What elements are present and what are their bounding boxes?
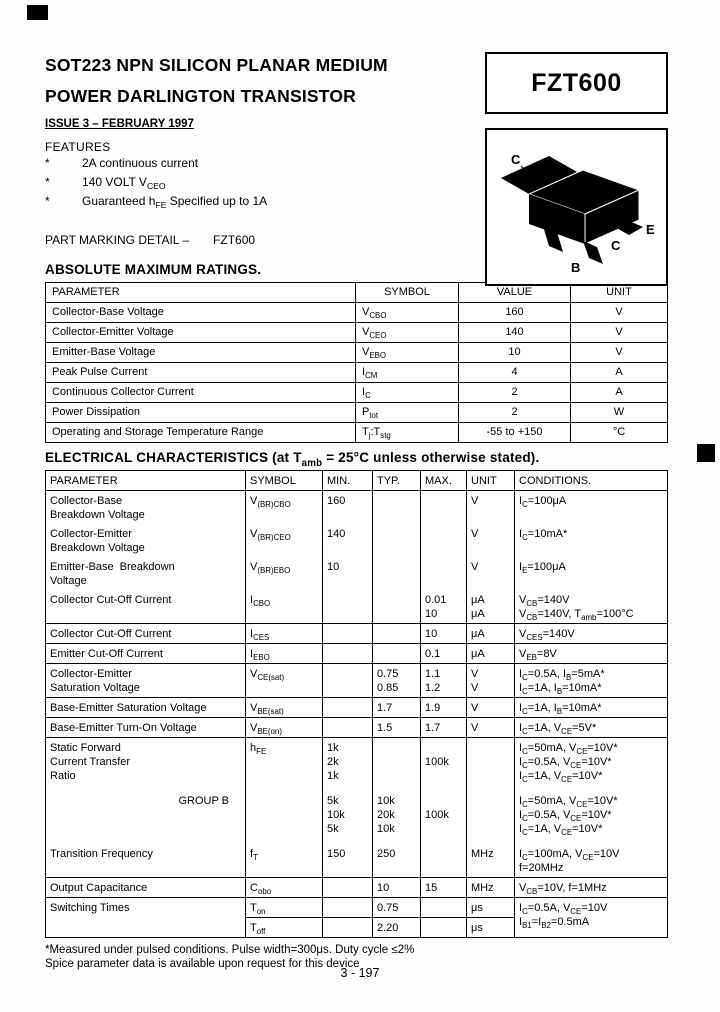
sot223-package-drawing (487, 130, 666, 284)
cell-typ: 0.75 0.85 (373, 664, 421, 698)
cell-typ (373, 557, 421, 590)
table-row (46, 423, 668, 443)
cell-typ (373, 524, 421, 557)
table-row (46, 363, 668, 383)
cell-parameter: Base-Emitter Saturation Voltage (46, 698, 246, 718)
cell-symbol: $V_{(BR)CEO}$ (246, 524, 323, 557)
table-row (46, 323, 668, 343)
cell-typ (373, 624, 421, 644)
cell-parameter: Collector-Base Voltage (46, 303, 356, 323)
absolute-maximum-ratings-table (45, 282, 668, 443)
ec-header-symbol: SYMBOL (246, 471, 323, 491)
cell-conditions: $I_C=0.5A$, $V_{CE}=10V$ $I_{B1}=I_{B2}=0.5mA$ (515, 898, 668, 938)
cell-conditions: $I_C=100mA$, $V_{CE}=10V$ f=20MHz (515, 838, 668, 878)
cell-symbol: $V_{(BR)CBO}$ (246, 491, 323, 525)
table-row (46, 590, 668, 624)
cell-min: 160 (323, 491, 373, 525)
cell-max: 1.7 (421, 718, 467, 738)
cell-unit: V (467, 557, 515, 590)
cell-typ: 10 (373, 878, 421, 898)
cell-unit: V (571, 343, 668, 363)
cell-min (323, 878, 373, 898)
ec-header-conditions: CONDITIONS. (515, 471, 668, 491)
ec-header-row (46, 471, 668, 491)
part-number: FZT600 (531, 68, 622, 97)
table-row (46, 491, 668, 525)
cell-min: 1k 2k 1k (323, 738, 373, 786)
cell-max (421, 898, 467, 918)
pin-label-collector-tab: C (511, 152, 521, 167)
cell-max (421, 838, 467, 878)
cell-min (323, 918, 373, 938)
cell-conditions: $V_{CES}=140V$ (515, 624, 668, 644)
page-title-line1: SOT223 NPN SILICON PLANAR MEDIUM (45, 55, 388, 75)
cell-min (323, 718, 373, 738)
cell-conditions: $I_C=100\mu A$ (515, 491, 668, 525)
cell-max: 1.9 (421, 698, 467, 718)
cell-typ: 1.5 (373, 718, 421, 738)
cell-unit: A (571, 363, 668, 383)
feature-text: 2A continuous current (82, 156, 199, 170)
cell-parameter: Emitter Cut-Off Current (46, 644, 246, 664)
cell-parameter: GROUP B (46, 785, 246, 838)
cell-unit: °C (571, 423, 668, 443)
footnote-spice: Spice parameter data is available upon request for this device (45, 958, 360, 970)
package-drawing-box (485, 128, 668, 286)
cell-max: 10 (421, 624, 467, 644)
cell-typ (373, 738, 421, 786)
cell-conditions: $I_E=100\mu A$ (515, 557, 668, 590)
abs-max-heading: ABSOLUTE MAXIMUM RATINGS. (45, 262, 262, 277)
cell-max: 100k (421, 785, 467, 838)
cell-conditions: $I_C=1A$, $V_{CE}=5V*$ (515, 718, 668, 738)
cell-max: 100k (421, 738, 467, 786)
table-row (46, 303, 668, 323)
cell-symbol: $T_j:T_{stg}$ (356, 423, 459, 443)
cell-unit (467, 785, 515, 838)
cell-parameter: Emitter-Base Voltage (46, 343, 356, 363)
cell-conditions: $I_C=50mA$, $V_{CE}=10V*$ $I_C=0.5A$, $V_{CE}=10V*$ $I_C=1A$, $V_{CE}=10V*$ (515, 785, 668, 838)
cell-min (323, 898, 373, 918)
features-heading: FEATURES (45, 140, 111, 154)
part-marking-label: PART MARKING DETAIL – (45, 233, 190, 247)
cell-conditions: $I_C=0.5A$, $I_B=5mA*$ $I_C=1A$, $I_B=10mA*$ (515, 664, 668, 698)
cell-parameter: Collector-Emitter Voltage (46, 323, 356, 343)
cell-unit: V (571, 303, 668, 323)
table-row (46, 524, 668, 557)
cell-min (323, 644, 373, 664)
cell-value: -55 to +150 (459, 423, 571, 443)
cell-unit: V (467, 718, 515, 738)
cell-parameter: Switching Times (46, 898, 246, 938)
table-row (46, 878, 668, 898)
cell-typ: 10k 20k 10k (373, 785, 421, 838)
table-row (46, 624, 668, 644)
cell-min: 150 (323, 838, 373, 878)
cell-unit: MHz (467, 838, 515, 878)
cell-min: 140 (323, 524, 373, 557)
cell-conditions: $V_{EB}=8V$ (515, 644, 668, 664)
cell-symbol: $I_{CES}$ (246, 624, 323, 644)
cell-symbol: $V_{CBO}$ (356, 303, 459, 323)
ec-header-parameter: PARAMETER (46, 471, 246, 491)
cell-conditions: $V_{CB}=140V$ $V_{CB}=140V$, $T_{amb}=100^\circ C$ (515, 590, 668, 624)
cell-min (323, 624, 373, 644)
cell-typ (373, 491, 421, 525)
cell-min (323, 664, 373, 698)
electrical-characteristics-heading: ELECTRICAL CHARACTERISTICS (at $T_{amb} = 25^\circ C$ unless otherwise stated). (45, 450, 540, 469)
cell-unit: μA (467, 644, 515, 664)
feature-bullet: * (45, 156, 50, 170)
page-content (45, 50, 668, 971)
cell-max (421, 557, 467, 590)
cell-conditions: $V_{CB}=10V$, f=1MHz (515, 878, 668, 898)
registration-mark-right (697, 444, 715, 462)
registration-mark-top-left (27, 5, 48, 20)
cell-symbol (246, 785, 323, 838)
pin-label-emitter: E (646, 222, 655, 237)
cell-conditions: $I_C=50mA$, $V_{CE}=10V*$ $I_C=0.5A$, $V_{CE}=10V*$ $I_C=1A$, $V_{CE}=10V*$ (515, 738, 668, 786)
cell-parameter: Power Dissipation (46, 403, 356, 423)
cell-value: 140 (459, 323, 571, 343)
part-marking-value: FZT600 (213, 233, 256, 247)
ec-header-min: MIN. (323, 471, 373, 491)
table-row (46, 698, 668, 718)
cell-typ: 0.75 (373, 898, 421, 918)
cell-parameter: Collector Cut-Off Current (46, 590, 246, 624)
cell-unit: μA (467, 624, 515, 644)
cell-symbol: $V_{CE(sat)}$ (246, 664, 323, 698)
cell-max: 15 (421, 878, 467, 898)
cell-symbol: $V_{BE(sat)}$ (246, 698, 323, 718)
feature-item (45, 154, 475, 173)
pin-label-base: B (571, 260, 581, 275)
cell-symbol: $I_{EBO}$ (246, 644, 323, 664)
page-number: 3 - 197 (340, 966, 380, 980)
cell-parameter: Base-Emitter Turn-On Voltage (46, 718, 246, 738)
issue-line: ISSUE 3 – FEBRUARY 1997 (45, 118, 194, 130)
cell-symbol: $I_C$ (356, 383, 459, 403)
cell-max: 1.1 1.2 (421, 664, 467, 698)
cell-value: 2 (459, 403, 571, 423)
cell-typ (373, 644, 421, 664)
ec-header-typ: TYP. (373, 471, 421, 491)
cell-symbol: $V_{CEO}$ (356, 323, 459, 343)
table-row (46, 785, 668, 838)
table-row (46, 383, 668, 403)
cell-symbol: $I_{CM}$ (356, 363, 459, 383)
cell-unit: V (571, 323, 668, 343)
cell-typ: 1.7 (373, 698, 421, 718)
cell-parameter: Peak Pulse Current (46, 363, 356, 383)
cell-parameter: Static Forward Current Transfer Ratio (46, 738, 246, 786)
feature-item (45, 173, 475, 192)
cell-unit (467, 738, 515, 786)
table-row (46, 838, 668, 878)
footnote-pulsed-conditions: *Measured under pulsed conditions. Pulse width=300μs. Duty cycle ≤2% (45, 944, 415, 956)
cell-parameter: Collector Cut-Off Current (46, 624, 246, 644)
cell-max: 0.1 (421, 644, 467, 664)
feature-bullet: * (45, 175, 50, 189)
feature-bullet: * (45, 194, 50, 208)
amr-header-symbol: SYMBOL (356, 283, 459, 303)
amr-header-parameter: PARAMETER (46, 283, 356, 303)
page-title-line2: POWER DARLINGTON TRANSISTOR (45, 86, 357, 106)
electrical-characteristics-table (45, 470, 668, 938)
amr-header-value: VALUE (459, 283, 571, 303)
cell-parameter: Continuous Collector Current (46, 383, 356, 403)
cell-unit: A (571, 383, 668, 403)
cell-symbol: $V_{(BR)EBO}$ (246, 557, 323, 590)
cell-parameter: Emitter-Base Breakdown Voltage (46, 557, 246, 590)
cell-conditions: $I_C=1A$, $I_B=10mA*$ (515, 698, 668, 718)
cell-unit: V (467, 698, 515, 718)
cell-unit: V (467, 491, 515, 525)
feature-item (45, 192, 475, 211)
cell-symbol: $T_{on}$ (246, 898, 323, 918)
cell-symbol: $h_{FE}$ (246, 738, 323, 786)
feature-text: Guaranteed $h_{FE}$ Specified up to 1A (82, 194, 268, 211)
cell-value: 2 (459, 383, 571, 403)
cell-symbol: $V_{EBO}$ (356, 343, 459, 363)
cell-parameter: Operating and Storage Temperature Range (46, 423, 356, 443)
cell-symbol: $T_{off}$ (246, 918, 323, 938)
cell-unit: V V (467, 664, 515, 698)
ec-header-unit: UNIT (467, 471, 515, 491)
cell-typ: 250 (373, 838, 421, 878)
part-number-box (485, 52, 668, 114)
package-body (501, 156, 643, 264)
ec-header-max: MAX. (421, 471, 467, 491)
table-row (46, 403, 668, 423)
cell-value: 10 (459, 343, 571, 363)
cell-parameter: Collector-Emitter Breakdown Voltage (46, 524, 246, 557)
cell-unit: MHz (467, 878, 515, 898)
cell-symbol: $C_{obo}$ (246, 878, 323, 898)
cell-unit: V (467, 524, 515, 557)
cell-symbol: $P_{tot}$ (356, 403, 459, 423)
table-row (46, 343, 668, 363)
cell-parameter: Output Capacitance (46, 878, 246, 898)
amr-header-unit: UNIT (571, 283, 668, 303)
pin-label-collector: C (611, 238, 621, 253)
cell-unit: μs (467, 918, 515, 938)
cell-value: 160 (459, 303, 571, 323)
table-row (46, 664, 668, 698)
cell-min: 10 (323, 557, 373, 590)
cell-min (323, 590, 373, 624)
table-row (46, 898, 668, 918)
cell-unit: W (571, 403, 668, 423)
cell-parameter: Collector-Base Breakdown Voltage (46, 491, 246, 525)
cell-typ (373, 590, 421, 624)
cell-value: 4 (459, 363, 571, 383)
cell-conditions: $I_C=10mA*$ (515, 524, 668, 557)
cell-max (421, 918, 467, 938)
table-row (46, 557, 668, 590)
table-row (46, 718, 668, 738)
cell-symbol: $V_{BE(on)}$ (246, 718, 323, 738)
cell-min (323, 698, 373, 718)
cell-max: 0.01 10 (421, 590, 467, 624)
cell-symbol: $I_{CBO}$ (246, 590, 323, 624)
cell-typ: 2.20 (373, 918, 421, 938)
cell-parameter: Collector-Emitter Saturation Voltage (46, 664, 246, 698)
cell-unit: μA μA (467, 590, 515, 624)
table-row (46, 644, 668, 664)
cell-symbol: $f_T$ (246, 838, 323, 878)
cell-parameter: Transition Frequency (46, 838, 246, 878)
cell-max (421, 524, 467, 557)
feature-text: 140 VOLT $V_{CEO}$ (82, 175, 166, 192)
table-row (46, 738, 668, 786)
cell-max (421, 491, 467, 525)
cell-unit: μs (467, 898, 515, 918)
cell-min: 5k 10k 5k (323, 785, 373, 838)
